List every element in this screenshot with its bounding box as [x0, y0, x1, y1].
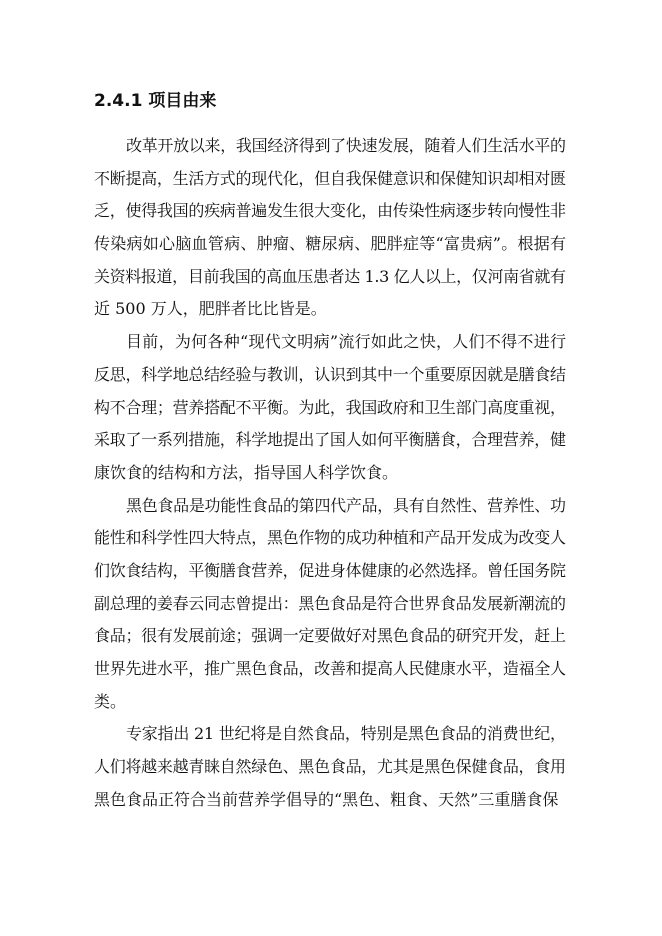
text-line: 反思，科学地总结经验与教训，认识到其中一个重要原因就是膳食结 [94, 364, 566, 384]
text-line: 黑色食品是功能性食品的第四代产品，具有自然性、营养性、功 [126, 495, 566, 515]
paragraph [94, 326, 566, 489]
paragraph [94, 718, 566, 816]
text-line: 能性和科学性四大特点，黑色作物的成功种植和产品开发成为改变人 [94, 528, 566, 548]
text-line: 目前，为何各种“现代文明病”流行如此之快，人们不得不进行 [126, 332, 567, 352]
section-heading: 2.4.1 项目由来 [94, 91, 217, 111]
text-line: 乏，使得我国的疾病普遍发生很大变化，由传染性病逐步转向慢性非 [94, 201, 566, 221]
text-line: 专家指出 21 世纪将是自然食品，特别是黑色食品的消费世纪， [126, 724, 566, 744]
text-line: 近 500 万人，肥胖者比比皆是。 [94, 299, 327, 319]
text-line: 食品；很有发展前途；强调一定要做好对黑色食品的研究开发，赶上 [94, 626, 566, 646]
paragraph [94, 490, 566, 719]
text-line: 关资料报道，目前我国的高血压患者达 1.3 亿人以上，仅河南省就有 [94, 266, 566, 286]
text-line: 人们将越来越青睐自然绿色、黑色食品，尤其是黑色保健食品，食用 [94, 757, 566, 777]
text-line: 改革开放以来，我国经济得到了快速发展，随着人们生活水平的 [126, 136, 566, 155]
text-line: 世界先进水平，推广黑色食品，改善和提高人民健康水平，造福全人 [94, 659, 566, 678]
text-line: 们饮食结构，平衡膳食营养，促进身体健康的必然选择。曾任国务院 [94, 560, 566, 580]
body-text [94, 130, 566, 816]
text-line: 传染病如心脑血管病、肿瘤、糖尿病、肥胖症等“富贵病”。根据有 [94, 234, 567, 254]
text-line: 康饮食的结构和方法，指导国人科学饮食。 [94, 462, 399, 482]
text-line: 类。 [94, 691, 127, 711]
text-line: 构不合理；营养搭配不平衡。为此，我国政府和卫生部门高度重视， [94, 397, 566, 417]
text-line: 副总理的姜春云同志曾提出：黑色食品是符合世界食品发展新潮流的 [94, 593, 566, 613]
paragraph [94, 130, 566, 326]
text-line: 采取了一系列措施，科学地提出了国人如何平衡膳食，合理营养，健 [94, 430, 566, 450]
text-line: 黑色食品正符合当前营养学倡导的“黑色、粗食、天然”三重膳食保 [94, 789, 559, 809]
text-line: 不断提高，生活方式的现代化，但自我保健意识和保健知识却相对匮 [94, 168, 566, 188]
